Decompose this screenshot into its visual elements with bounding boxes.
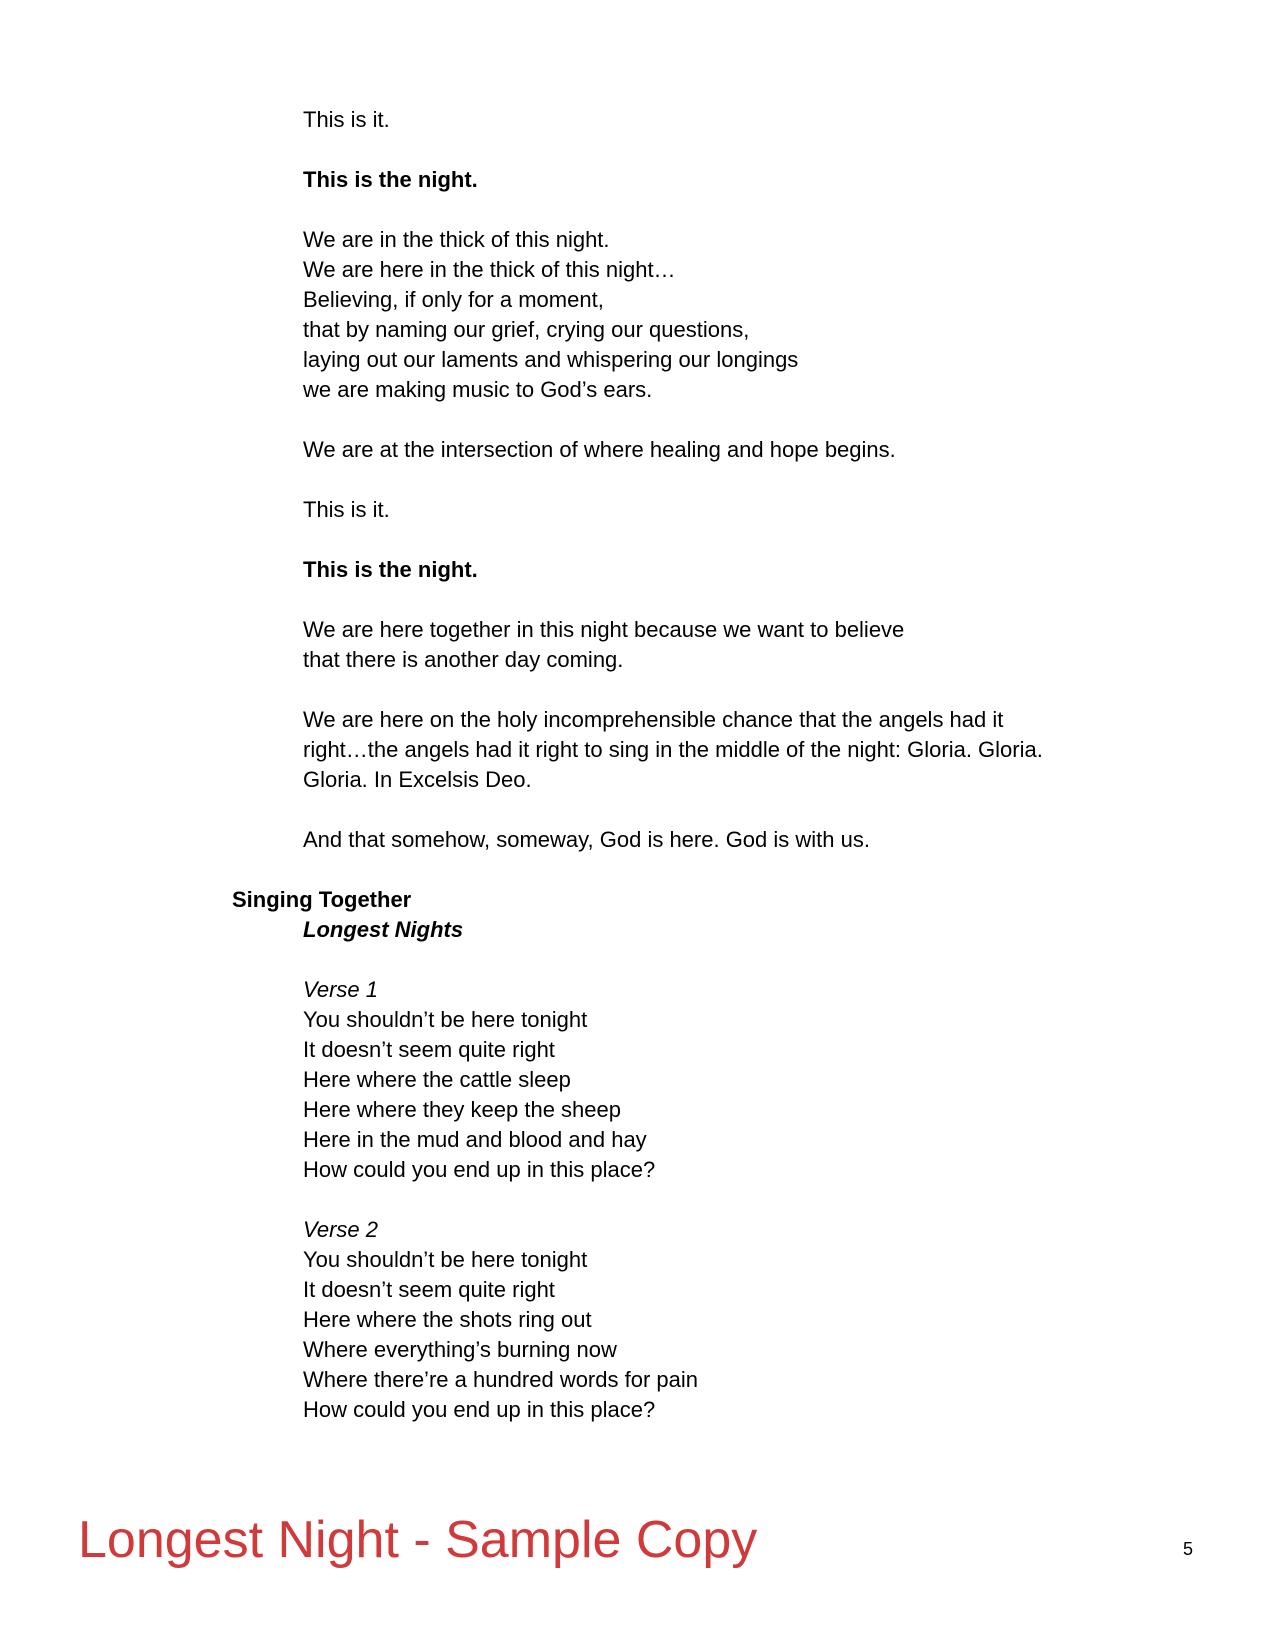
reading-line: We are in the thick of this night. <box>303 227 610 252</box>
verse-label: Verse 1 <box>303 977 379 1002</box>
section-heading: Singing Together <box>232 887 412 912</box>
reading-line: we are making music to God’s ears. <box>303 377 653 402</box>
lyric-line: Here where the shots ring out <box>303 1307 592 1332</box>
song-title: Longest Nights <box>303 917 464 942</box>
lyric-line: How could you end up in this place? <box>303 1397 656 1422</box>
reading-line: Gloria. In Excelsis Deo. <box>303 767 532 792</box>
reading-line: We are here together in this night because we want to believe <box>303 617 905 642</box>
reading-line: And that somehow, someway, God is here. God is with us. <box>303 827 870 852</box>
lyric-line: It doesn’t seem quite right <box>303 1277 555 1302</box>
lyric-line: Here where the cattle sleep <box>303 1067 571 1092</box>
lyric-line: You shouldn’t be here tonight <box>303 1247 588 1272</box>
reading-line: Believing, if only for a moment, <box>303 287 604 312</box>
lyric-line: How could you end up in this place? <box>303 1157 656 1182</box>
sample-copy-watermark: Longest Night - Sample Copy <box>78 1511 758 1569</box>
reading-line: This is it. <box>303 497 390 522</box>
reading-line: This is it. <box>303 107 390 132</box>
reading-line-bold: This is the night. <box>303 557 478 582</box>
lyric-line: Here where they keep the sheep <box>303 1097 621 1122</box>
lyric-line: Here in the mud and blood and hay <box>303 1127 647 1152</box>
verse-label: Verse 2 <box>303 1217 379 1242</box>
reading-line: right…the angels had it right to sing in the middle of the night: Gloria. Gloria. <box>303 737 1043 762</box>
lyric-line: It doesn’t seem quite right <box>303 1037 555 1062</box>
reading-line: laying out our laments and whispering our longings <box>303 347 799 372</box>
lyric-line: Where everything’s burning now <box>303 1337 617 1362</box>
reading-line-bold: This is the night. <box>303 167 478 192</box>
reading-line: We are here in the thick of this night… <box>303 257 676 282</box>
page-number: 5 <box>1183 1539 1194 1559</box>
lyric-line: You shouldn’t be here tonight <box>303 1007 588 1032</box>
lyric-line: Where there’re a hundred words for pain <box>303 1367 698 1392</box>
reading-line: We are here on the holy incomprehensible chance that the angels had it <box>303 707 1004 732</box>
reading-line: that by naming our grief, crying our questions, <box>303 317 750 342</box>
reading-line: that there is another day coming. <box>303 647 624 672</box>
reading-line: We are at the intersection of where healing and hope begins. <box>303 437 896 462</box>
